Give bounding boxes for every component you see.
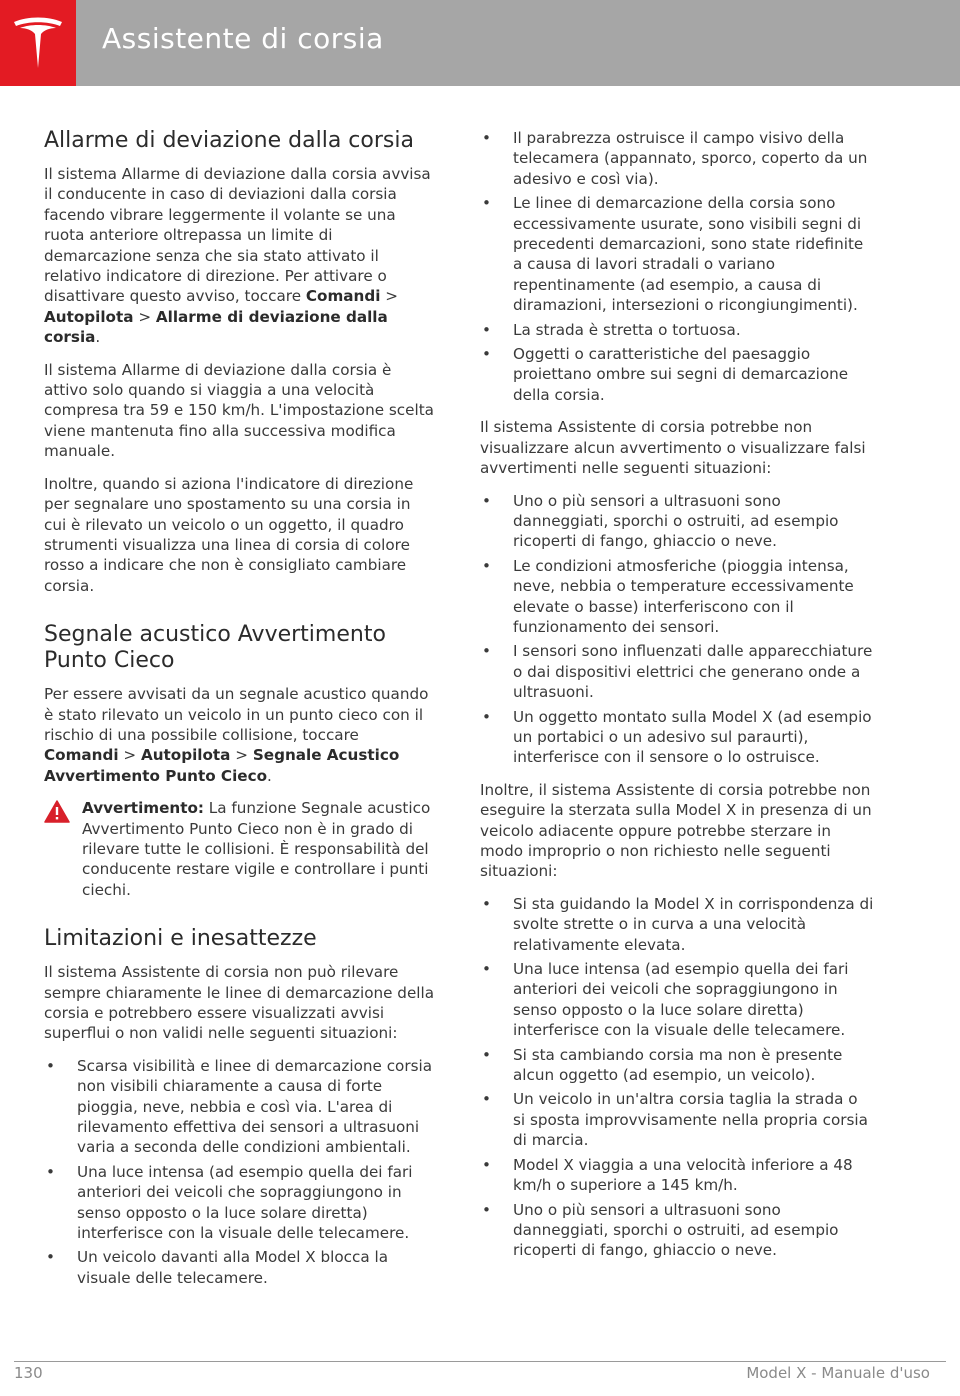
list-item: • Uno o più sensori a ultrasuoni sono danneggiati, sporchi o ostruiti, ad esempio ricoperti di fango, ghiaccio o neve. — [482, 1200, 839, 1260]
list-item: • Uno o più sensori a ultrasuoni sono danneggiati, sporchi o ostruiti, ad esempio ricoperti di fango, ghiaccio o neve. — [482, 491, 839, 551]
false-warning-list — [480, 491, 874, 768]
page-number: 130 — [14, 1364, 43, 1382]
paragraph: Inoltre, quando si aziona l'indicatore di direzione per segnalare uno spostamento su una corsia in cui è rilevato un veicolo o un oggetto, il quadro strumenti visualizza una linea di corsia di colore rosso a indicare che non è consigliato cambiare corsia. — [44, 474, 414, 595]
section-heading-limitations: Limitazioni e inesattezze — [44, 926, 317, 952]
section-heading-blind-spot: Segnale acustico Avvertimento Punto Cieco — [44, 622, 386, 674]
logo-box — [0, 0, 76, 86]
list-item: • Oggetti o caratteristiche del paesaggio proiettano ombre sui segni di demarcazione della corsia. — [482, 345, 849, 404]
menu-path-lane-departure: Allarme di deviazione dalla corsia — [44, 307, 388, 347]
menu-path-controls: Comandi — [44, 746, 119, 765]
menu-path-controls: Comandi — [305, 287, 381, 306]
page-title: Assistente di corsia — [102, 22, 384, 55]
menu-path-autopilot: Autopilota — [140, 746, 231, 765]
limitations-list-continued — [480, 128, 874, 405]
list-item: • I sensori sono influenzati dalle apparecchiature o dai dispositivi elettrici che generano onde a ultrasuoni. — [482, 642, 873, 702]
footer-divider — [14, 1361, 946, 1362]
paragraph: Il sistema Allarme di deviazione dalla corsia è attivo solo quando si viaggia a una velocità compresa tra 59 e 150 km/h. L'impostazione scelta viene mantenuta fino alla successiva modifica manuale. — [44, 360, 434, 461]
list-item: • Una luce intensa (ad esempio quella dei fari anteriori dei veicoli che sopraggiungono in senso opposto o la luce solare diretta) interferisce con la visuale delle telecamere. — [482, 960, 849, 1040]
list-item: • Una luce intensa (ad esempio quella dei fari anteriori dei veicoli che sopraggiungono in senso opposto o la luce solare diretta) interferisce con la visuale delle telecamere. — [46, 1162, 413, 1243]
list-item: • La strada è stretta o tortuosa. — [482, 320, 741, 339]
page-header — [0, 0, 960, 86]
paragraph: Inoltre, il sistema Assistente di corsia potrebbe non eseguire la sterzata sulla Model X in presenza di un veicolo adiacente oppure potrebbe sterzare in modo improprio o non richiesto nelle seguenti situazioni: — [480, 780, 872, 881]
list-item: • Scarsa visibilità e linee di demarcazione corsia non visibili chiaramente a causa di forte pioggia, neve, nebbia e così via. L'area di rilevamento effettiva dei sensori a ultrasuoni varia a seconda delle condizioni ambientali. — [46, 1056, 433, 1157]
limitations-list — [44, 1056, 436, 1288]
list-item: • Un oggetto montato sulla Model X (ad esempio un portabici o un adesivo sul paraurti), interferisce con il sensore o lo ostruisce. — [482, 707, 872, 767]
list-item: • Model X viaggia a una velocità inferiore a 48 km/h o superiore a 145 km/h. — [482, 1155, 853, 1195]
right-column — [480, 128, 874, 1273]
menu-path-blind-spot: Segnale Acustico Avvertimento Punto Cieco — [44, 746, 400, 785]
list-item: • Un veicolo in un'altra corsia taglia la strada o si sposta improvvisamente nella propria corsia di marcia. — [482, 1090, 868, 1150]
section-heading-lane-departure: Allarme di deviazione dalla corsia — [44, 128, 414, 153]
warning-label: Avvertimento: — [82, 799, 204, 818]
steering-list — [480, 894, 874, 1261]
warning-callout — [44, 798, 436, 900]
paragraph: Il sistema Allarme di deviazione dalla corsia avvisa il conducente in caso di deviazioni dalla corsia facendo vibrare leggermente il volante se una ruota anteriore oltrepassa un limite di demarcazione senza che sia stato attivato il relativo indicatore di direzione. Per attivare o disattivare questo avviso, toccare Comandi > Autopilota > Allarme di deviazione dalla corsia. — [44, 165, 431, 347]
menu-path-autopilot: Autopilota — [44, 307, 134, 326]
warning-text: Avvertimento: La funzione Segnale acustico Avvertimento Punto Cieco non è in grado di rilevare tutte le collisioni. È responsabilità del conducente restare vigile e controllare i punti ciechi. — [82, 799, 431, 899]
paragraph: Il sistema Assistente di corsia non può rilevare sempre chiaramente le linee di demarcazione della corsia e potrebbero essere visualizzati avvisi superflui o non validi nelle seguenti situazioni: — [44, 963, 435, 1043]
list-item: • Un veicolo davanti alla Model X blocca la visuale delle telecamere. — [46, 1248, 389, 1287]
list-item: • Si sta guidando la Model X in corrispondenza di svolte strette o in curva a una velocità relativamente elevata. — [482, 894, 874, 954]
paragraph: Per essere avvisati da un segnale acustico quando è stato rilevato un veicolo in un punto cieco con il rischio di una possibile collisione, toccare Comandi > Autopilota > Segnale Acustico Avvertimento Punto Cieco. — [44, 685, 429, 785]
warning-triangle-icon — [44, 800, 70, 823]
list-item: • Si sta cambiando corsia ma non è presente alcun oggetto (ad esempio, un veicolo). — [482, 1045, 843, 1085]
tesla-logo-icon — [12, 16, 64, 70]
list-item: • Il parabrezza ostruisce il campo visivo della telecamera (appannato, sporco, coperto da un adesivo e così via). — [482, 129, 868, 188]
list-item: • Le condizioni atmosferiche (pioggia intensa, neve, nebbia o temperature eccessivamente elevate o basse) interferiscono con il funzionamento dei sensori. — [482, 556, 854, 636]
manual-name: Model X - Manuale d'uso — [746, 1364, 930, 1382]
list-item: • Le linee di demarcazione della corsia sono eccessivamente usurate, sono visibili segni di precedenti demarcazioni, sono state ridefinite a causa di lavori stradali o variano repentinamente (ad esempio, a causa di diramazioni, intersezioni o ricongiungimenti). — [482, 194, 864, 315]
left-column — [44, 128, 436, 1300]
paragraph: Il sistema Assistente di corsia potrebbe non visualizzare alcun avvertimento o visualizzare falsi avvertimenti nelle seguenti situazioni: — [480, 418, 866, 478]
